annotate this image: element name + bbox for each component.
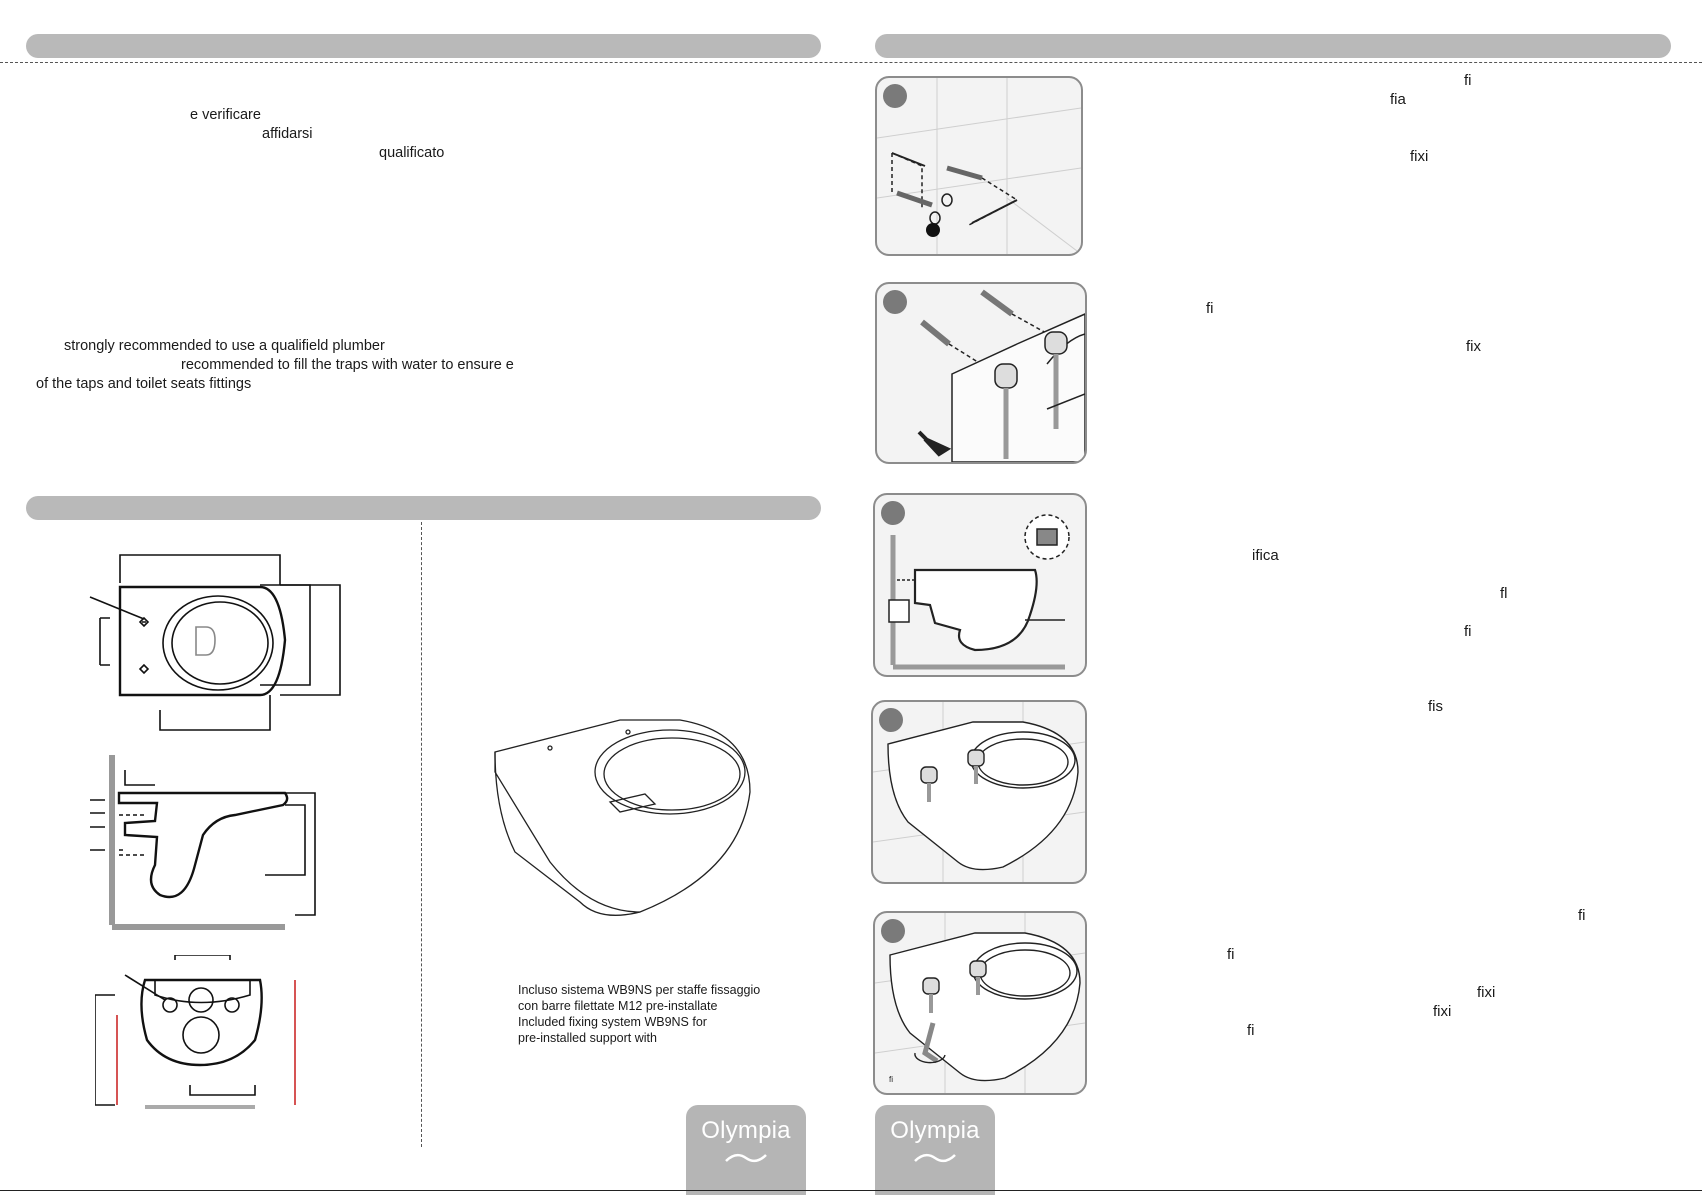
step-4-panel bbox=[871, 700, 1087, 884]
step-5-fragment-2: fi bbox=[1227, 946, 1235, 963]
step-3-fragment-3: fi bbox=[1464, 623, 1472, 640]
logo-wordmark: Olympia bbox=[890, 1117, 980, 1144]
step-1-fragment-3: fixi bbox=[1410, 148, 1429, 165]
top-view-drawing bbox=[80, 545, 350, 735]
step-2-fragment-2: fix bbox=[1466, 338, 1481, 355]
logo-wordmark: Olympia bbox=[701, 1117, 791, 1144]
right-top-section-bar bbox=[875, 34, 1671, 58]
step-1-fragment-1: fi bbox=[1464, 72, 1472, 89]
step-3-illustration bbox=[875, 495, 1085, 675]
left-middle-section-bar bbox=[26, 496, 821, 520]
intro-fragment-qualificato: qualificato bbox=[379, 145, 445, 161]
step-5-illustration bbox=[875, 913, 1085, 1093]
step-3-fragment-2: fl bbox=[1500, 585, 1508, 602]
side-view-drawing bbox=[85, 755, 335, 935]
caption-line-1: Incluso sistema WB9NS per staffe fissaggio bbox=[518, 983, 761, 997]
step-5-panel bbox=[873, 911, 1087, 1095]
wc-perspective-drawing bbox=[490, 712, 760, 922]
bottom-rule bbox=[0, 1190, 1702, 1191]
step-1-illustration bbox=[877, 78, 1081, 254]
step-2-panel bbox=[875, 282, 1087, 464]
step-5-panel-footnote: fi bbox=[889, 1075, 893, 1084]
step-5-fragment-4: fixi bbox=[1433, 1003, 1452, 1020]
step-5-fragment-1: fi bbox=[1578, 907, 1586, 924]
step-5-fragment-3: fixi bbox=[1477, 984, 1496, 1001]
olympia-logo-left bbox=[686, 1105, 806, 1195]
logo-wave-icon bbox=[724, 1151, 768, 1165]
rear-view-drawing bbox=[95, 955, 315, 1115]
left-top-section-bar bbox=[26, 34, 821, 58]
step-3-fragment-1: ifica bbox=[1252, 547, 1279, 564]
intro-fragment-affidarsi: affidarsi bbox=[262, 126, 313, 142]
step-3-panel bbox=[873, 493, 1087, 677]
step-1-fragment-2: fia bbox=[1390, 91, 1406, 108]
caption-line-3: Included fixing system WB9NS for bbox=[518, 1015, 707, 1029]
caption-line-2: con barre filettate M12 pre-installate bbox=[518, 999, 718, 1013]
english-line-traps: recommended to fill the traps with water to ensure e bbox=[181, 357, 514, 373]
step-4-fragment-1: fis bbox=[1428, 698, 1443, 715]
olympia-logo-right bbox=[875, 1105, 995, 1195]
step-5-fragment-5: fi bbox=[1247, 1022, 1255, 1039]
intro-fragment-verificare: e verificare bbox=[190, 107, 261, 123]
english-line-fittings: of the taps and toilet seats fittings bbox=[36, 376, 252, 392]
left-vertical-dashed-divider bbox=[421, 522, 422, 1147]
step-2-illustration bbox=[877, 284, 1085, 462]
caption-line-4: pre-installed support with bbox=[518, 1031, 657, 1045]
step-4-illustration bbox=[873, 702, 1085, 882]
logo-wave-icon bbox=[913, 1151, 957, 1165]
step-2-fragment-1: fi bbox=[1206, 300, 1214, 317]
step-1-panel bbox=[875, 76, 1083, 256]
top-dashed-rule bbox=[0, 62, 1702, 63]
english-line-plumber: strongly recommended to use a qualifield plumber bbox=[64, 338, 385, 354]
